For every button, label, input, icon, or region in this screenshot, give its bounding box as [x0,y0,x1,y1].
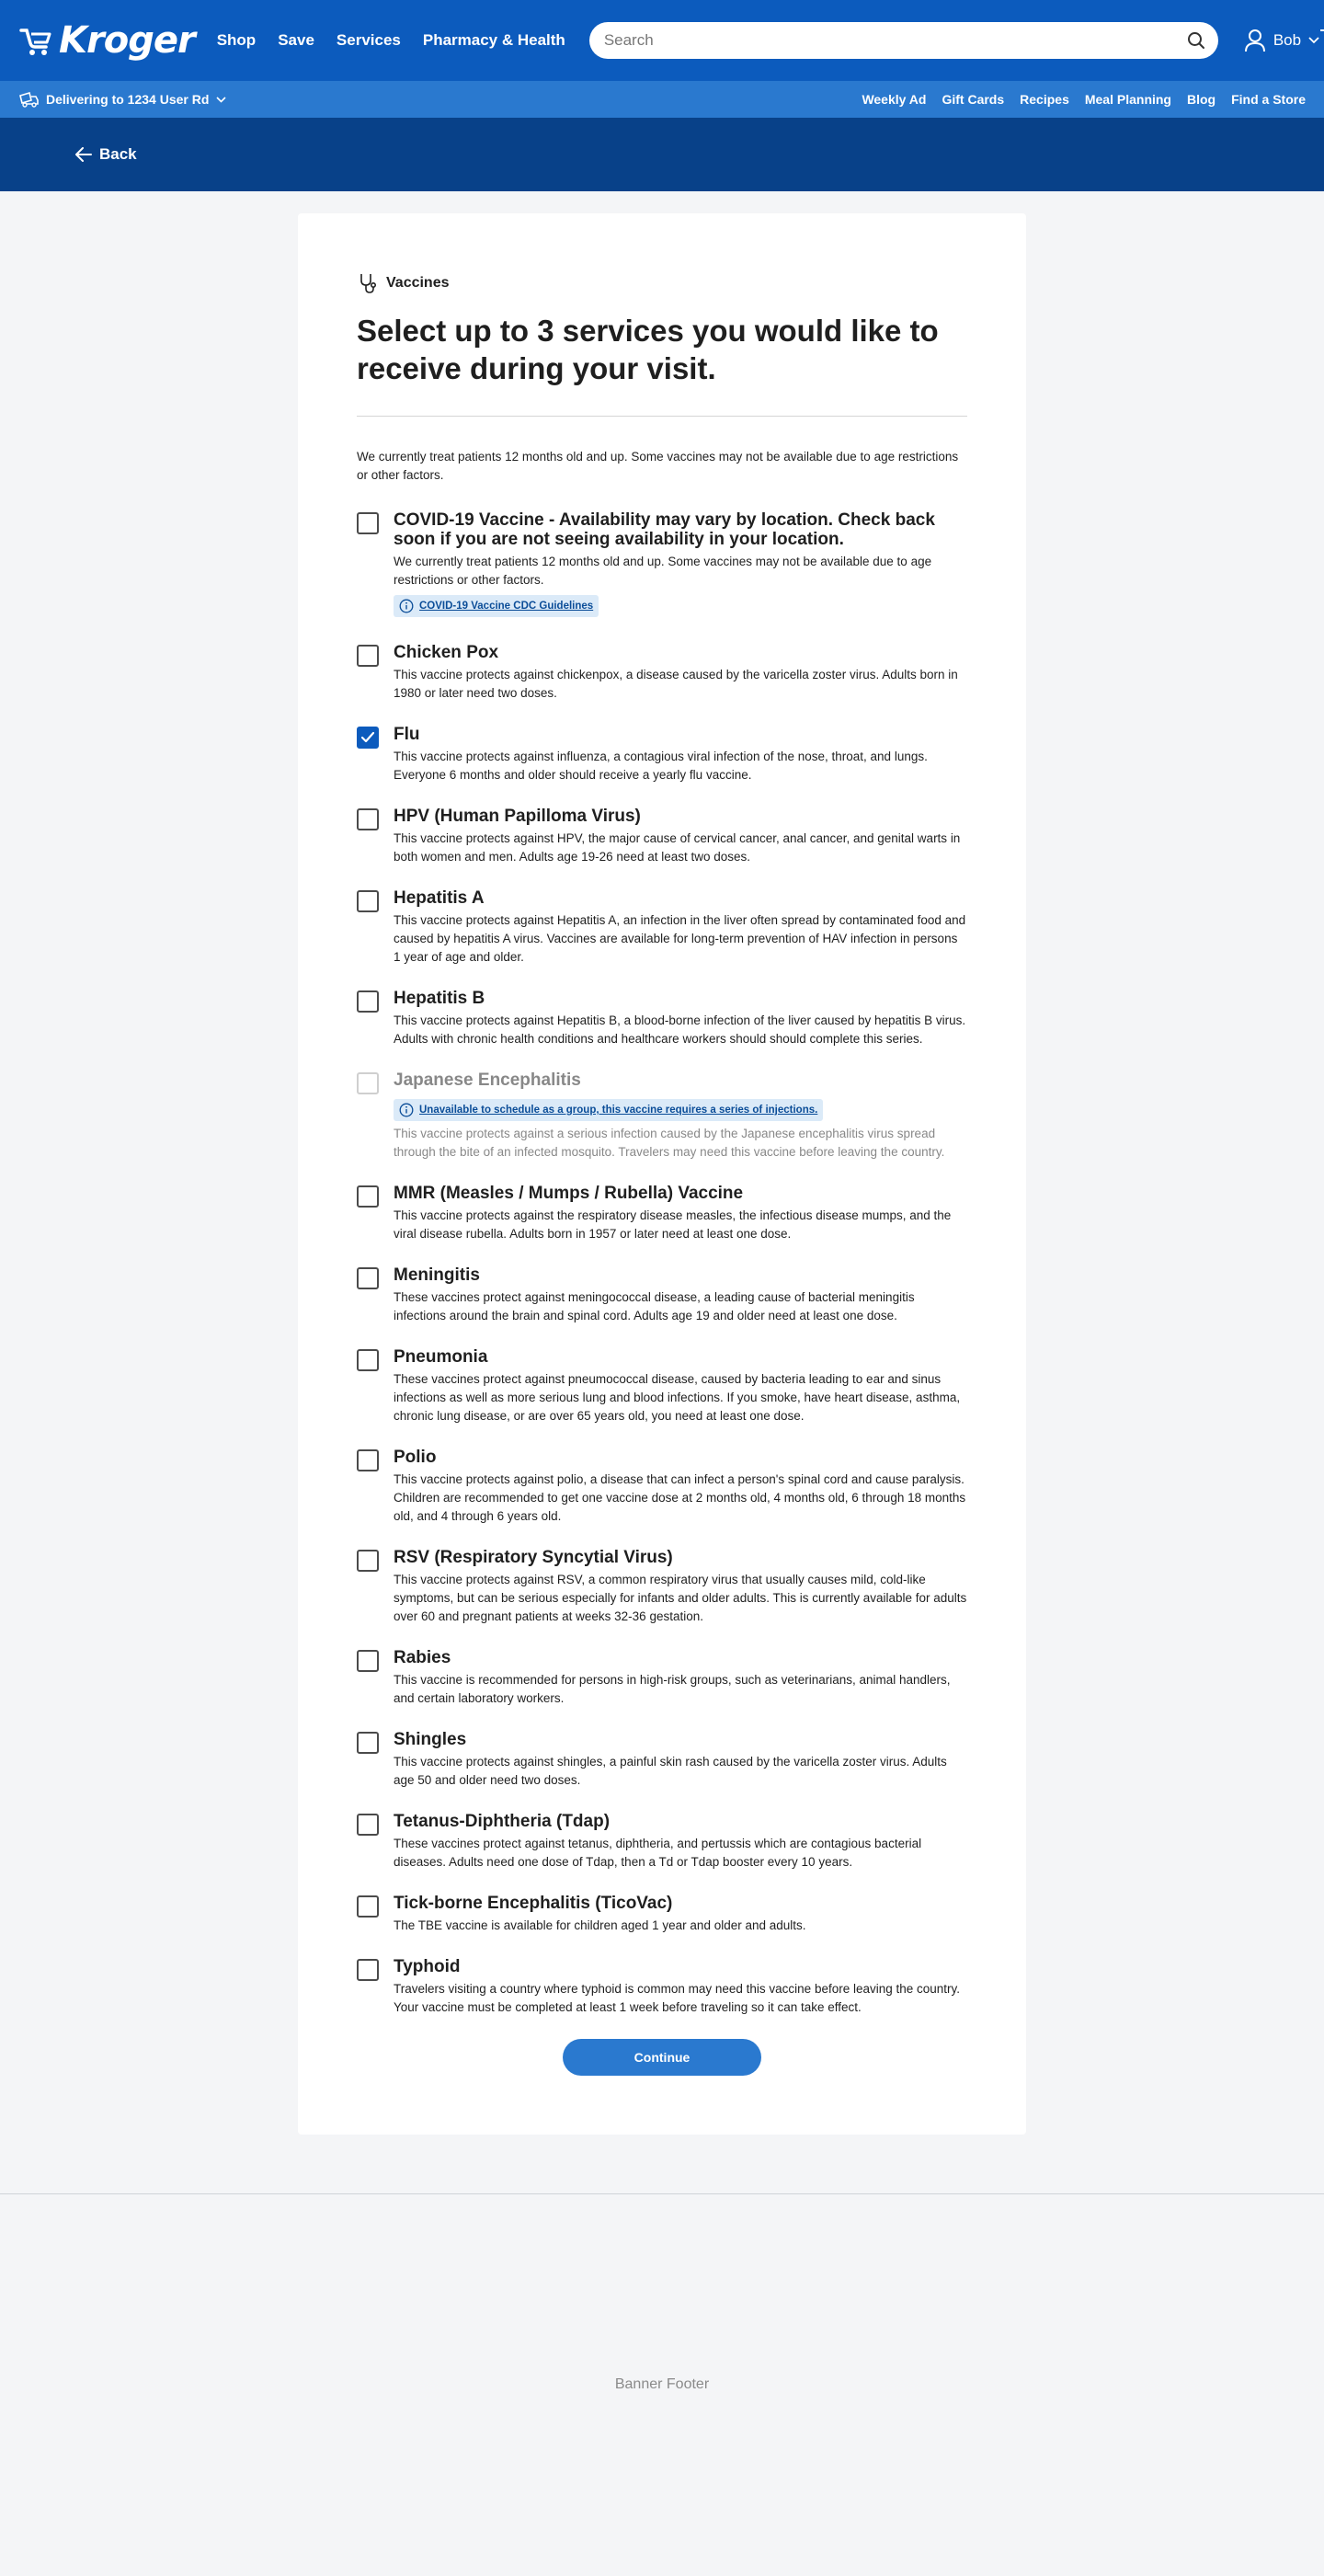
service-body [394,725,967,784]
delivery-address-selector[interactable] [18,91,226,108]
service-checkbox[interactable] [357,512,379,534]
service-option[interactable] [357,1730,967,1790]
nav-pharmacy-health[interactable]: Pharmacy & Health [422,31,565,49]
service-body [394,1347,967,1425]
link-find-a-store[interactable]: Find a Store [1231,92,1306,107]
service-description: These vaccines protect against pneumococcal disease, caused by bacteria leading to ear and sinus infections as well as more serious lung and blood infections. If you smoke, have heart disease, asthma, chronic lung disease, or are over 65 years old, you need at least one dose. [394,1371,961,1423]
service-checkbox[interactable] [357,808,379,830]
service-option[interactable] [357,1812,967,1872]
service-body [394,643,967,703]
stethoscope-icon [357,272,379,294]
service-checkbox[interactable] [357,727,379,749]
arrow-left-icon [75,147,92,162]
service-description: This vaccine protects against Hepatitis A, an infection in the liver often spread by contaminated food and caused by hepatitis A virus. Vaccines are available for long-term prevention of HAV infection in persons 1 year of age and older. [394,912,966,964]
service-option[interactable] [357,1448,967,1526]
banner-footer [0,2193,1324,2576]
service-description: This vaccine protects against RSV, a common respiratory virus that usually causes mild, cold-like symptoms, but can be serious especially for infants and older adults. This is currently available for adults over 60 and pregnant patients at weeks 32-36 gestation. [394,1572,967,1623]
service-notice[interactable] [394,595,599,617]
service-description: These vaccines protect against meningococcal disease, a leading cause of bacterial meningitis infections around the brain and spinal cord. Adults age 19 and older need at least one dose. [394,1289,915,1322]
service-checkbox[interactable] [357,1959,379,1981]
back-bar [0,118,1324,191]
search-input[interactable] [604,31,1187,50]
category-label [357,272,967,294]
back-button[interactable] [75,145,137,164]
cart-icon [1319,29,1324,52]
info-icon [399,1103,414,1117]
service-body [394,807,967,866]
service-body [394,1894,967,1935]
service-body [394,1730,967,1790]
search-bar [589,22,1218,59]
service-option[interactable] [357,510,967,621]
service-option[interactable] [357,725,967,784]
service-checkbox[interactable] [357,1895,379,1918]
service-body [394,888,967,967]
page-title: Select up to 3 services you would like to receive during your visit. [357,314,939,385]
service-description: This vaccine protects against HPV, the major cause of cervical cancer, anal cancer, and genital warts in both women and men. Adults age 19-26 need at least two doses. [394,830,961,864]
user-name: Bob [1273,31,1302,49]
service-body [394,989,967,1048]
top-header [0,0,1324,191]
service-option[interactable] [357,888,967,967]
service-selection-card [298,213,1026,2135]
service-description: This vaccine protects against a serious infection caused by the Japanese encephalitis virus spread through the bite of an infected mosquito. Travelers may need this vaccine before leaving the country. [394,1126,945,1159]
service-description: This vaccine protects against influenza, a contagious viral infection of the nose, throat, and lungs. Everyone 6 months and older should receive a yearly flu vaccine. [394,749,928,782]
service-title: HPV (Human Papilloma Virus) [394,806,641,826]
service-title: Chicken Pox [394,642,499,662]
service-list [357,510,967,2017]
service-title: Japanese Encephalitis [394,1070,581,1090]
service-checkbox[interactable] [357,1267,379,1289]
service-body [394,1812,967,1872]
primary-nav [217,31,565,50]
service-body [394,510,967,621]
service-checkbox[interactable] [357,1732,379,1754]
service-option [357,1070,967,1162]
service-title: COVID-19 Vaccine - Availability may vary by location. Check back soon if you are not seeing availability in your location. [394,509,935,549]
nav-save[interactable]: Save [278,31,314,49]
logo-text: Kroger [59,19,195,62]
cart-button[interactable] [1319,29,1324,52]
service-notice[interactable] [394,1099,823,1121]
service-description: This vaccine protects against shingles, a painful skin rash caused by the varicella zoster virus. Adults age 50 and older need two doses. [394,1754,947,1787]
service-notice-text[interactable]: Unavailable to schedule as a group, this vaccine requires a series of injections. [419,1104,818,1116]
main-nav-bar [0,0,1324,81]
divider [357,416,967,417]
service-description: These vaccines protect against tetanus, diphtheria, and pertussis which are contagious bacterial diseases. Adults need one dose of Tdap, then a Td or Tdap booster every 10 years. [394,1836,922,1869]
service-checkbox[interactable] [357,1650,379,1672]
service-body [394,1070,967,1162]
service-option[interactable] [357,989,967,1048]
service-body [394,1957,967,2017]
service-title: Hepatitis B [394,988,485,1008]
service-title: Hepatitis A [394,887,485,908]
category-name: Vaccines [386,275,450,291]
nav-services[interactable]: Services [336,31,401,49]
service-body [394,1548,967,1626]
service-description: The TBE vaccine is available for children aged 1 year and older and adults. [394,1918,806,1932]
service-option[interactable] [357,1184,967,1243]
service-checkbox [357,1072,379,1094]
delivery-truck-icon [18,91,39,108]
service-title: Tick-borne Encephalitis (TicoVac) [394,1893,673,1913]
checkmark-icon [360,731,375,744]
service-title: Polio [394,1447,437,1467]
service-title: Meningitis [394,1265,480,1285]
service-body [394,1648,967,1708]
service-body [394,1184,967,1243]
service-description: This vaccine protects against the respiratory disease measles, the infectious disease mumps, and the viral disease rubella. Adults born in 1957 or later need at least one dose. [394,1208,952,1241]
kroger-logo[interactable] [18,19,195,62]
service-checkbox[interactable] [357,1185,379,1208]
link-recipes[interactable]: Recipes [1020,92,1069,107]
link-meal-planning[interactable]: Meal Planning [1084,92,1171,107]
link-gift-cards[interactable]: Gift Cards [942,92,1005,107]
service-option[interactable] [357,807,967,866]
sub-nav-bar [0,81,1324,118]
service-description: This vaccine is recommended for persons in high-risk groups, such as veterinarians, animal handlers, and certain laboratory workers. [394,1672,951,1705]
service-option[interactable] [357,643,967,703]
link-weekly-ad[interactable]: Weekly Ad [862,92,927,107]
chevron-down-icon [1308,37,1319,44]
link-blog[interactable]: Blog [1186,92,1216,107]
service-checkbox[interactable] [357,890,379,912]
service-description: We currently treat patients 12 months old and up. Some vaccines may not be available due to age restrictions or other factors. [394,554,932,587]
service-description: Travelers visiting a country where typhoid is common may need this vaccine before leaving the country. Your vaccine must be completed at least 1 week before traveling so it can take effect. [394,1981,961,2014]
service-title: Flu [394,724,420,744]
service-title: Typhoid [394,1956,461,1976]
continue-wrap [357,2039,967,2076]
service-option[interactable] [357,1265,967,1325]
chevron-down-icon [216,97,226,103]
intro-text: We currently treat patients 12 months old and up. Some vaccines may not be available due to age restrictions or other factors. [357,449,959,482]
service-checkbox[interactable] [357,990,379,1013]
service-option[interactable] [357,1648,967,1708]
nav-shop[interactable]: Shop [216,31,257,49]
service-option[interactable] [357,1894,967,1935]
cart-logo-icon [18,25,55,56]
service-checkbox[interactable] [357,1814,379,1836]
service-title: Rabies [394,1647,451,1667]
service-title: MMR (Measles / Mumps / Rubella) Vaccine [394,1183,744,1203]
service-description: This vaccine protects against chickenpox, a disease caused by the varicella zoster virus. Adults born in 1980 or later need two doses. [394,667,958,700]
utility-links [862,92,1306,107]
user-icon [1244,29,1266,52]
service-checkbox[interactable] [357,1550,379,1572]
service-checkbox[interactable] [357,645,379,667]
back-label: Back [99,145,137,163]
service-title: Pneumonia [394,1346,488,1367]
service-option[interactable] [357,1957,967,2017]
service-option[interactable] [357,1347,967,1425]
service-title: Shingles [394,1729,467,1749]
service-description: This vaccine protects against Hepatitis B, a blood-borne infection of the liver caused by hepatitis B virus. Adults with chronic health conditions and healthcare workers should should complete this series. [394,1013,966,1046]
footer-text: Banner Footer [614,2376,710,2393]
service-description: This vaccine protects against polio, a disease that can infect a person's spinal cord and cause paralysis. Children are recommended to get one vaccine dose at 2 months old, 4 months old, 6 through 18 months old, and 4 through 6 years old. [394,1471,966,1523]
account-menu[interactable] [1244,29,1319,52]
service-checkbox[interactable] [357,1349,379,1371]
service-checkbox[interactable] [357,1449,379,1471]
service-option[interactable] [357,1548,967,1626]
service-title: RSV (Respiratory Syncytial Virus) [394,1547,673,1567]
service-body [394,1448,967,1526]
continue-button[interactable]: Continue [563,2039,761,2076]
info-icon [399,599,414,613]
service-title: Tetanus-Diphtheria (Tdap) [394,1811,611,1831]
search-icon[interactable] [1187,31,1205,50]
delivery-address-label: Delivering to 1234 User Rd [46,92,210,107]
service-notice-text[interactable]: COVID-19 Vaccine CDC Guidelines [419,600,594,612]
main-content [0,191,1324,2193]
service-body [394,1265,967,1325]
